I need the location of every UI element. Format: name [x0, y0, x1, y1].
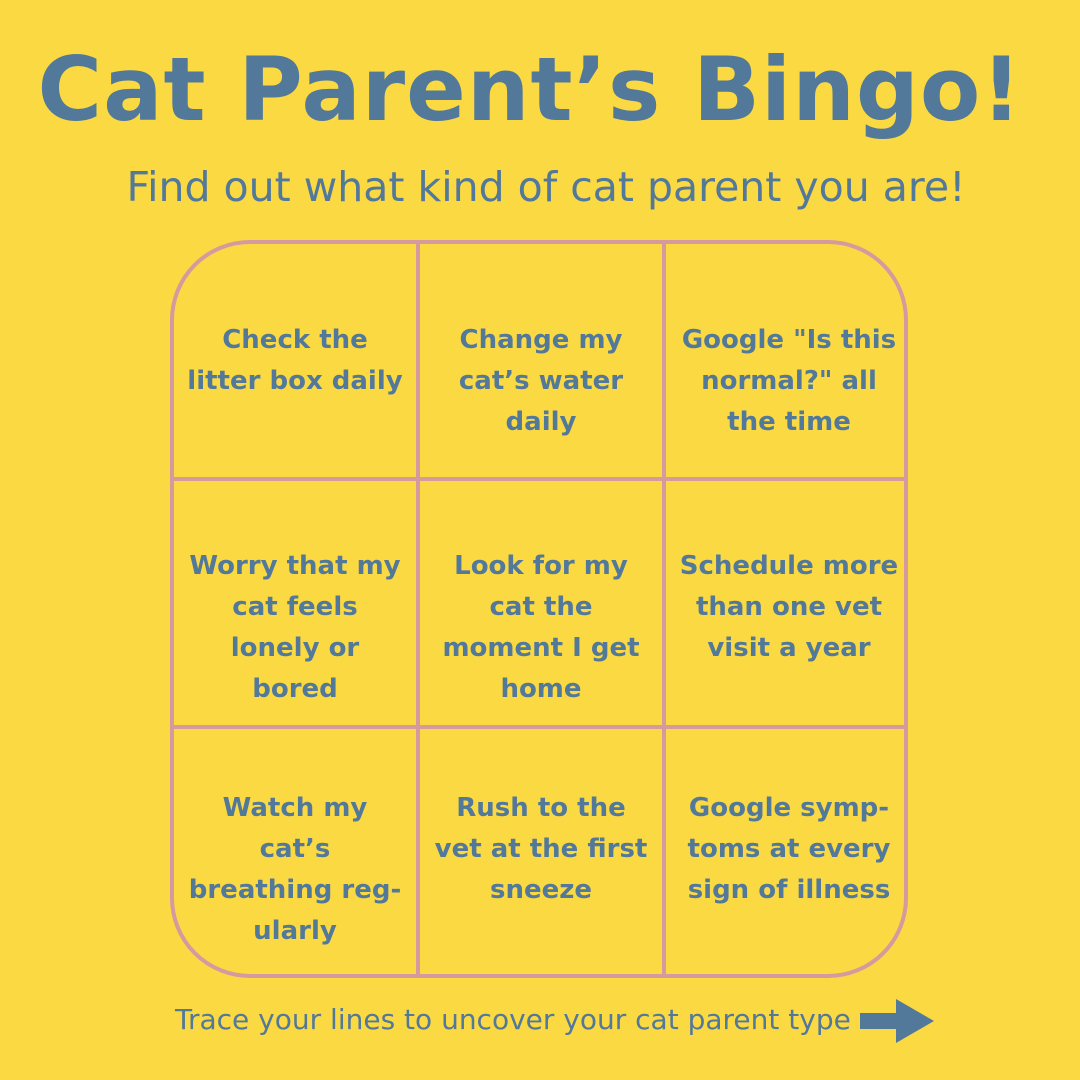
right-arrow-shape: [860, 999, 934, 1043]
bingo-cell-text: Change my cat’s water daily: [458, 325, 624, 437]
bingo-cell: [174, 729, 420, 978]
footer-instruction: Trace your lines to uncover your cat parent type: [175, 1003, 851, 1036]
bingo-cell: [174, 481, 420, 729]
bingo-cell-text: Schedule more than one vet visit a year: [679, 551, 899, 663]
bingo-cell-text: Google symp-toms at every sign of illness: [687, 793, 891, 905]
bingo-cell: [666, 244, 908, 481]
bingo-cell-text: Rush to the vet at the first sneeze: [434, 793, 648, 905]
right-arrow-icon: [860, 999, 936, 1043]
bingo-cell-text: Worry that my cat feels lonely or bored: [189, 551, 401, 704]
bingo-cell-text: Look for my cat the moment I get home: [442, 551, 640, 704]
bingo-cell: [420, 244, 666, 481]
bingo-cell: [174, 244, 420, 481]
page-title: Cat Parent’s Bingo!: [37, 38, 1023, 141]
bingo-cell: [666, 481, 908, 729]
bingo-cell-text: Google "Is this normal?" all the time: [681, 325, 897, 437]
bingo-cell-text: Check the litter box daily: [187, 325, 403, 396]
bingo-cell: [666, 729, 908, 978]
bingo-grid: [170, 240, 908, 978]
bingo-cell: [420, 481, 666, 729]
bingo-cell-text: Watch my cat’s breathing reg-ularly: [188, 793, 402, 946]
page-subtitle: Find out what kind of cat parent you are!: [126, 163, 966, 211]
bingo-cell: [420, 729, 666, 978]
